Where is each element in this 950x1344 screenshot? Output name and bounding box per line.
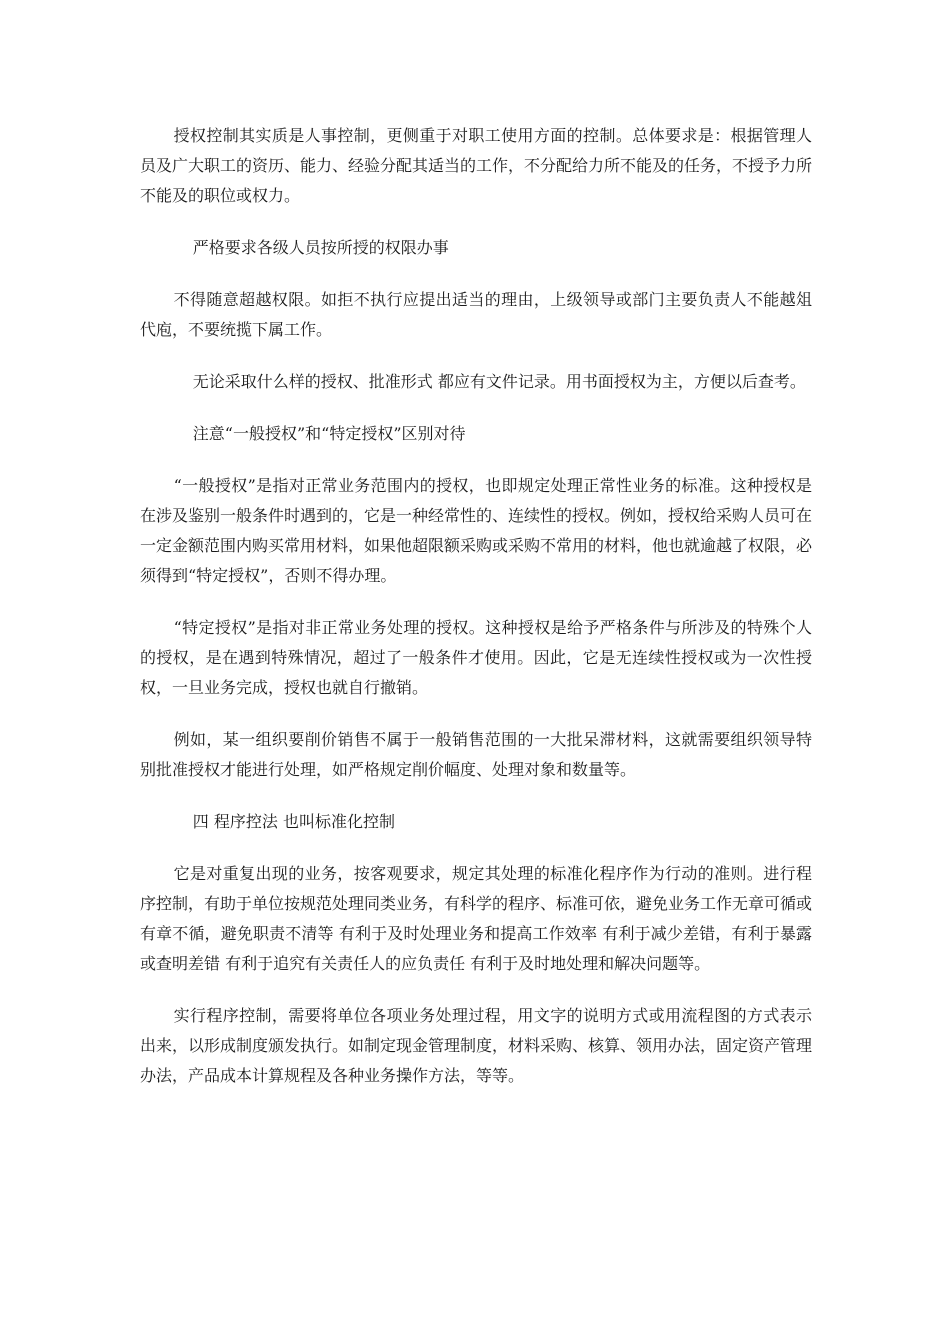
paragraph-procedure-description: 它是对重复出现的业务，按客观要求，规定其处理的标准化程序作为行动的准则。进行程序控制，有助于单位按规范处理同类业务，有科学的程序、标准可依，避免业务工作无章可循或有章不循，避免职责不清等 有利于及时处理业务和提高工作效率 有利于减少差错，有利于暴露或查明差错 有利于追究有关责任人的应负责任 有利于及时地处理和解决问题等。: [140, 864, 813, 973]
paragraph-implementation: 实行程序控制，需要将单位各项业务处理过程，用文字的说明方式或用流程图的方式表示出来，以形成制度颁发执行。如制定现金管理制度，材料采购、核算、领用办法，固定资产管理办法，产品成本计算规程及各种业务操作方法，等等。: [140, 1006, 813, 1085]
paragraph-specific-authorization: “特定授权”是指对非正常业务处理的授权。这种授权是给予严格条件与所涉及的特殊个人的授权，是在遇到特殊情况，超过了一般条件才使用。因此，它是无连续性授权或为一次性授权，一旦业务完成，授权也就自行撤销。: [140, 618, 812, 697]
paragraph-no-overstep: 不得随意超越权限。如拒不执行应提出适当的理由，上级领导或部门主要负责人不能越俎代庖，不要统揽下属工作。: [140, 290, 812, 339]
paragraph-general-authorization: “一般授权”是指对正常业务范围内的授权，也即规定处理正常性业务的标准。这种授权是在涉及鉴别一般条件时遇到的，它是一种经常性的、连续性的授权。例如，授权给采购人员可在一定金额范围内购买常用材料，如果他超限额采购或采购不常用的材料，他也就逾越了权限，必须得到“特定授权”，否则不得办理。: [140, 476, 813, 585]
paragraph-document-records: 无论采取什么样的授权、批准形式 都应有文件记录。用书面授权为主，方便以后查考。: [192, 372, 806, 391]
heading-procedure-control: 四 程序控法 也叫标准化控制: [192, 812, 395, 831]
heading-general-vs-specific: 注意“一般授权”和“特定授权”区别对待: [192, 424, 466, 443]
document-body: [140, 121, 812, 1113]
paragraph-authorization-control: 授权控制其实质是人事控制，更侧重于对职工使用方面的控制。总体要求是：根据管理人员及广大职工的资历、能力、经验分配其适当的工作，不分配给力所不能及的任务，不授予力所不能及的职位或权力。: [140, 126, 813, 205]
heading-strict-requirements: 严格要求各级人员按所授的权限办事: [192, 238, 449, 257]
paragraph-example: 例如，某一组织要削价销售不属于一般销售范围的一大批呆滞材料，这就需要组织领导特别批准授权才能进行处理，如严格规定削价幅度、处理对象和数量等。: [140, 730, 812, 779]
